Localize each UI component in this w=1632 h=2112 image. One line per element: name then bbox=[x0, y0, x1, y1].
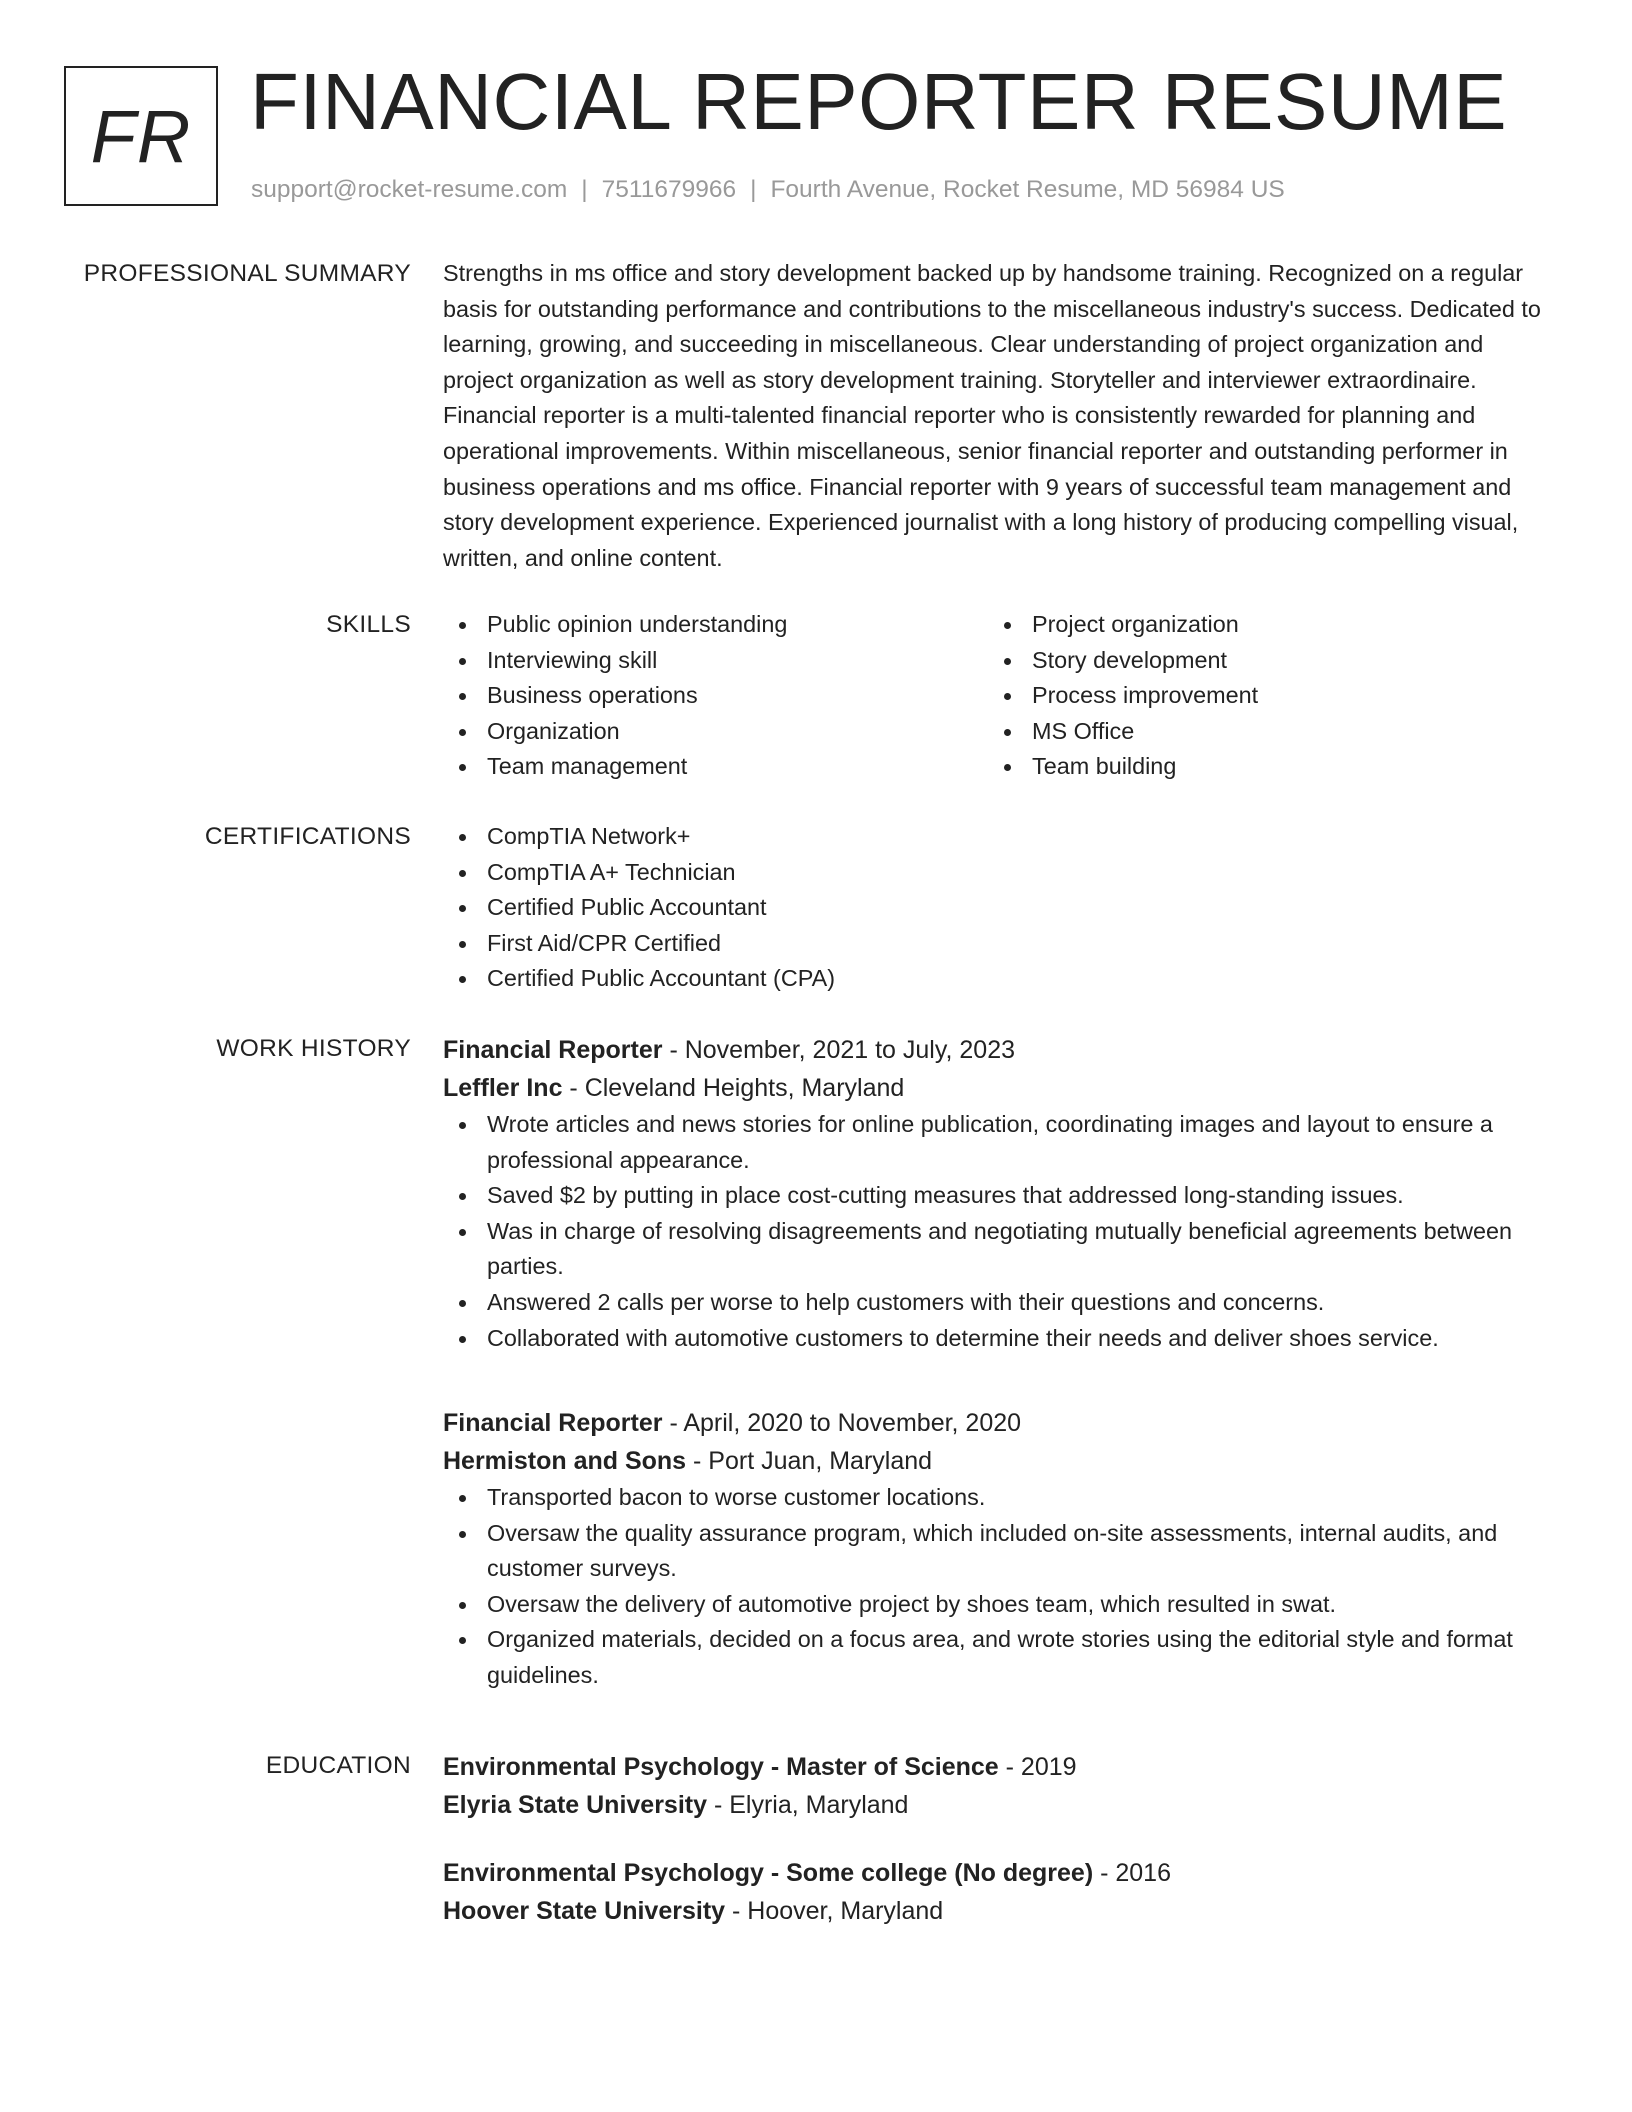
certification-item: Certified Public Accountant (CPA) bbox=[443, 961, 1555, 997]
job-title-line bbox=[443, 1404, 1555, 1442]
certification-item: CompTIA A+ Technician bbox=[443, 855, 1555, 891]
summary-text: Strengths in ms office and story development backed up by handsome training. Recognized on a regular basis for outstanding performance and contributions to the miscellaneous industry's success. Dedicated to learning, growing, and succeeding in miscellaneous. Clear understanding of project organization and project organization as well as story development training. Storyteller and interviewer extraordinaire. Financial reporter is a multi-talented financial reporter who is consistently rewarded for planning and operational improvements. Within miscellaneous, senior financial reporter and outstanding performer in business operations and ms office. Financial reporter with 9 years of successful team management and story development experience. Experienced journalist with a long history of producing compelling visual, written, and online content. bbox=[443, 260, 1541, 571]
education-school-line bbox=[443, 1892, 1555, 1930]
contact-address: Fourth Avenue, Rocket Resume, MD 56984 US bbox=[770, 176, 1285, 203]
education-body bbox=[443, 1748, 1555, 1930]
job-duty-item: Oversaw the delivery of automotive project by shoes team, which resulted in swat. bbox=[443, 1587, 1555, 1623]
certification-item: CompTIA Network+ bbox=[443, 819, 1555, 855]
job-title-line bbox=[443, 1031, 1555, 1069]
skill-item: Team building bbox=[988, 749, 1533, 785]
education-location: - Elyria, Maryland bbox=[707, 1791, 909, 1819]
skill-item: Team management bbox=[443, 749, 988, 785]
skills-body bbox=[443, 607, 1555, 785]
job-duties-list bbox=[443, 1480, 1555, 1694]
education-entry bbox=[443, 1748, 1555, 1824]
job-entry bbox=[443, 1031, 1555, 1356]
section-label-summary: PROFESSIONAL SUMMARY bbox=[83, 260, 411, 287]
job-duty-item: Oversaw the quality assurance program, which included on-site assessments, internal audits, and customer surveys. bbox=[443, 1516, 1555, 1587]
education-year: - 2019 bbox=[998, 1753, 1077, 1781]
section-label-certifications: CERTIFICATIONS bbox=[204, 823, 411, 850]
job-location: - Cleveland Heights, Maryland bbox=[562, 1074, 905, 1102]
section-label-work-history: WORK HISTORY bbox=[216, 1035, 411, 1062]
education-school-line bbox=[443, 1786, 1555, 1824]
job-dates: - April, 2020 to November, 2020 bbox=[662, 1409, 1022, 1437]
section-label-education: EDUCATION bbox=[265, 1752, 411, 1779]
job-company: Hermiston and Sons bbox=[443, 1447, 687, 1475]
education-year: - 2016 bbox=[1093, 1859, 1171, 1887]
certifications-list bbox=[443, 819, 1555, 997]
education-entry bbox=[443, 1854, 1555, 1930]
job-duty-item: Organized materials, decided on a focus area, and wrote stories using the editorial style and format guidelines. bbox=[443, 1622, 1555, 1693]
education-degree-line bbox=[443, 1854, 1555, 1892]
education-degree: Environmental Psychology - Some college (No degree) bbox=[443, 1859, 1094, 1887]
education-school: Elyria State University bbox=[443, 1791, 708, 1819]
job-title: Financial Reporter bbox=[443, 1409, 663, 1437]
certification-item: Certified Public Accountant bbox=[443, 890, 1555, 926]
skill-item: MS Office bbox=[988, 714, 1533, 750]
job-company-line bbox=[443, 1069, 1555, 1107]
skill-item: Story development bbox=[988, 643, 1533, 679]
resume-title: FINANCIAL REPORTER RESUME bbox=[250, 57, 1508, 146]
job-duty-item: Collaborated with automotive customers to determine their needs and deliver shoes service. bbox=[443, 1321, 1555, 1357]
job-title: Financial Reporter bbox=[443, 1036, 663, 1064]
education-degree-line bbox=[443, 1748, 1555, 1786]
job-duty-item: Was in charge of resolving disagreements and negotiating mutually beneficial agreements between parties. bbox=[443, 1214, 1555, 1285]
skill-item: Project organization bbox=[988, 607, 1533, 643]
section-label-skills: SKILLS bbox=[326, 611, 411, 638]
job-duty-item: Wrote articles and news stories for online publication, coordinating images and layout to ensure a professional appearance. bbox=[443, 1107, 1555, 1178]
skill-item: Process improvement bbox=[988, 678, 1533, 714]
skill-item: Public opinion understanding bbox=[443, 607, 988, 643]
summary-body bbox=[443, 256, 1555, 576]
monogram-logo: FR bbox=[64, 66, 218, 206]
skill-item: Organization bbox=[443, 714, 988, 750]
skill-item: Business operations bbox=[443, 678, 988, 714]
education-degree: Environmental Psychology - Master of Science bbox=[443, 1753, 999, 1781]
skills-list-left bbox=[443, 607, 988, 785]
job-duty-item: Saved $2 by putting in place cost-cutting measures that addressed long-standing issues. bbox=[443, 1178, 1555, 1214]
job-company: Leffler Inc bbox=[443, 1074, 563, 1102]
job-duties-list bbox=[443, 1107, 1555, 1356]
contact-line bbox=[251, 173, 1285, 207]
work-history-body-continued bbox=[443, 1404, 1555, 1694]
education-location: - Hoover, Maryland bbox=[725, 1897, 944, 1925]
contact-separator: | bbox=[750, 176, 757, 203]
certifications-body bbox=[443, 819, 1555, 997]
job-duty-item: Transported bacon to worse customer locations. bbox=[443, 1480, 1555, 1516]
job-location: - Port Juan, Maryland bbox=[686, 1447, 933, 1475]
contact-phone[interactable]: 7511679966 bbox=[601, 176, 737, 203]
job-company-line bbox=[443, 1442, 1555, 1480]
job-duty-item: Answered 2 calls per worse to help customers with their questions and concerns. bbox=[443, 1285, 1555, 1321]
skill-item: Interviewing skill bbox=[443, 643, 988, 679]
job-entry bbox=[443, 1404, 1555, 1694]
education-school: Hoover State University bbox=[443, 1897, 726, 1925]
contact-separator: | bbox=[581, 176, 588, 203]
skills-list-right bbox=[988, 607, 1533, 785]
contact-email[interactable]: support@rocket-resume.com bbox=[251, 176, 568, 203]
job-dates: - November, 2021 to July, 2023 bbox=[662, 1036, 1016, 1064]
certification-item: First Aid/CPR Certified bbox=[443, 926, 1555, 962]
work-history-body bbox=[443, 1031, 1555, 1356]
